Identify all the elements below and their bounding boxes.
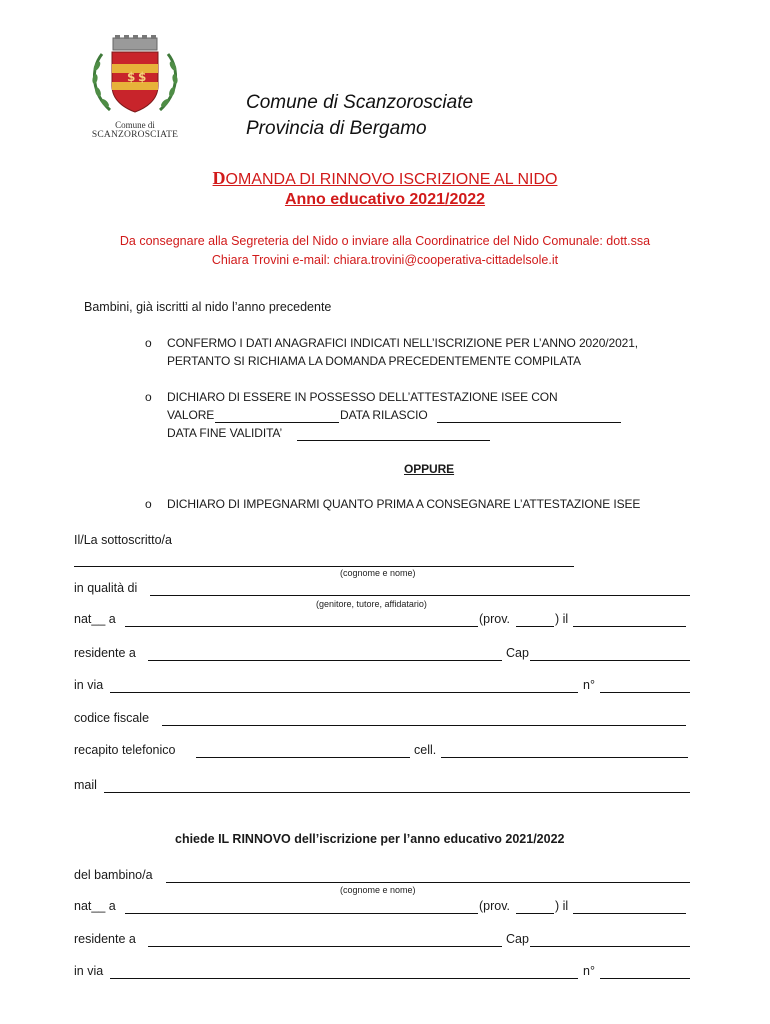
- delivery-note-line1: Da consegnare alla Segreteria del Nido o inviare alla Coordinatrice del Nido Comunale: dott.ssa: [119, 234, 651, 248]
- undersigned-name-field[interactable]: [74, 566, 574, 567]
- mobile-field[interactable]: [441, 757, 688, 758]
- cap-field[interactable]: [530, 660, 690, 661]
- municipality-logo: [80, 34, 190, 144]
- option3-bullet[interactable]: o: [145, 497, 152, 511]
- child-cap-label: Cap: [506, 932, 529, 946]
- phone-field[interactable]: [196, 757, 410, 758]
- option3-text: DICHIARO DI IMPEGNARMI QUANTO PRIMA A CONSEGNARE L’ATTESTAZIONE ISEE: [167, 497, 641, 511]
- document-title: [0, 168, 770, 189]
- tax-code-label: codice fiscale: [74, 711, 150, 725]
- option1-line2: PERTANTO SI RICHIAMA LA DOMANDA PRECEDENTEMENTE COMPILATA: [167, 354, 581, 368]
- isee-value-field[interactable]: [215, 422, 339, 423]
- child-birthplace-field[interactable]: [125, 913, 478, 914]
- title-rest: OMANDA DI RINNOVO ISCRIZIONE AL NIDO: [225, 171, 558, 188]
- birthplace-field[interactable]: [125, 626, 478, 627]
- document-subtitle: Anno educativo 2021/2022: [284, 191, 486, 208]
- role-caption: (genitore, tutore, affidatario): [316, 599, 427, 609]
- child-birth-province-field[interactable]: [516, 913, 554, 914]
- municipality-name: Comune di Scanzorosciate: [246, 92, 474, 113]
- coat-of-arms-icon: [80, 34, 190, 120]
- option2-bullet[interactable]: o: [145, 390, 152, 404]
- birth-province-field[interactable]: [516, 626, 554, 627]
- isee-value-label: VALORE: [167, 408, 215, 422]
- option1-bullet[interactable]: o: [145, 336, 152, 350]
- isee-expiry-label: DATA FINE VALIDITA’: [167, 426, 283, 440]
- street-field[interactable]: [110, 692, 578, 693]
- child-born-in-label: nat__ a: [74, 899, 116, 913]
- child-name-field[interactable]: [166, 882, 690, 883]
- birth-date-label: ) il: [555, 612, 569, 626]
- street-label: in via: [74, 678, 104, 692]
- child-house-number-label: n°: [583, 964, 595, 978]
- intro-text: Bambini, già iscritti al nido l’anno precedente: [84, 300, 332, 314]
- email-label: mail: [74, 778, 97, 792]
- svg-text:$: $: [138, 70, 147, 84]
- option1-line1: CONFERMO I DATI ANAGRAFICI INDICATI NELL’ISCRIZIONE PER L’ANNO 2020/2021,: [167, 336, 639, 350]
- role-label: in qualità di: [74, 581, 138, 595]
- isee-release-date-label: DATA RILASCIO: [340, 408, 428, 422]
- province-label: (prov.: [479, 612, 511, 626]
- child-residence-label: residente a: [74, 932, 136, 946]
- child-house-number-field[interactable]: [600, 978, 690, 979]
- birth-date-field[interactable]: [573, 626, 686, 627]
- title-initial: D: [212, 168, 226, 188]
- child-street-field[interactable]: [110, 978, 578, 979]
- tax-code-field[interactable]: [162, 725, 686, 726]
- email-field[interactable]: [104, 792, 690, 793]
- child-name-caption: (cognome e nome): [340, 885, 416, 895]
- cap-label: Cap: [506, 646, 529, 660]
- house-number-label: n°: [583, 678, 595, 692]
- option2-line1: DICHIARO DI ESSERE IN POSSESSO DELL’ATTESTAZIONE ISEE CON: [167, 390, 558, 404]
- oppure-label: OPPURE: [404, 462, 455, 476]
- logo-line2: SCANZOROSCIATE: [91, 130, 179, 140]
- delivery-note-line2: Chiara Trovini e-mail: chiara.trovini@cooperativa-cittadelsole.it: [211, 253, 559, 267]
- phone-label: recapito telefonico: [74, 743, 176, 757]
- request-heading: chiede IL RINNOVO dell’iscrizione per l’anno educativo 2021/2022: [175, 832, 565, 846]
- house-number-field[interactable]: [600, 692, 690, 693]
- residence-field[interactable]: [148, 660, 502, 661]
- child-birth-date-field[interactable]: [573, 913, 686, 914]
- isee-release-date-field[interactable]: [437, 422, 621, 423]
- born-in-label: nat__ a: [74, 612, 116, 626]
- child-province-label: (prov.: [479, 899, 511, 913]
- residence-label: residente a: [74, 646, 136, 660]
- province-name: Provincia di Bergamo: [246, 118, 427, 139]
- logo-line1: Comune di: [115, 120, 155, 130]
- undersigned-label: Il/La sottoscritto/a: [74, 533, 172, 547]
- child-cap-field[interactable]: [530, 946, 690, 947]
- isee-expiry-field[interactable]: [297, 440, 490, 441]
- child-birth-date-label: ) il: [555, 899, 569, 913]
- mobile-label: cell.: [414, 743, 437, 757]
- svg-text:$: $: [127, 70, 136, 84]
- child-residence-field[interactable]: [148, 946, 502, 947]
- child-label: del bambino/a: [74, 868, 153, 882]
- child-street-label: in via: [74, 964, 104, 978]
- role-field[interactable]: [150, 595, 690, 596]
- name-caption: (cognome e nome): [340, 568, 416, 578]
